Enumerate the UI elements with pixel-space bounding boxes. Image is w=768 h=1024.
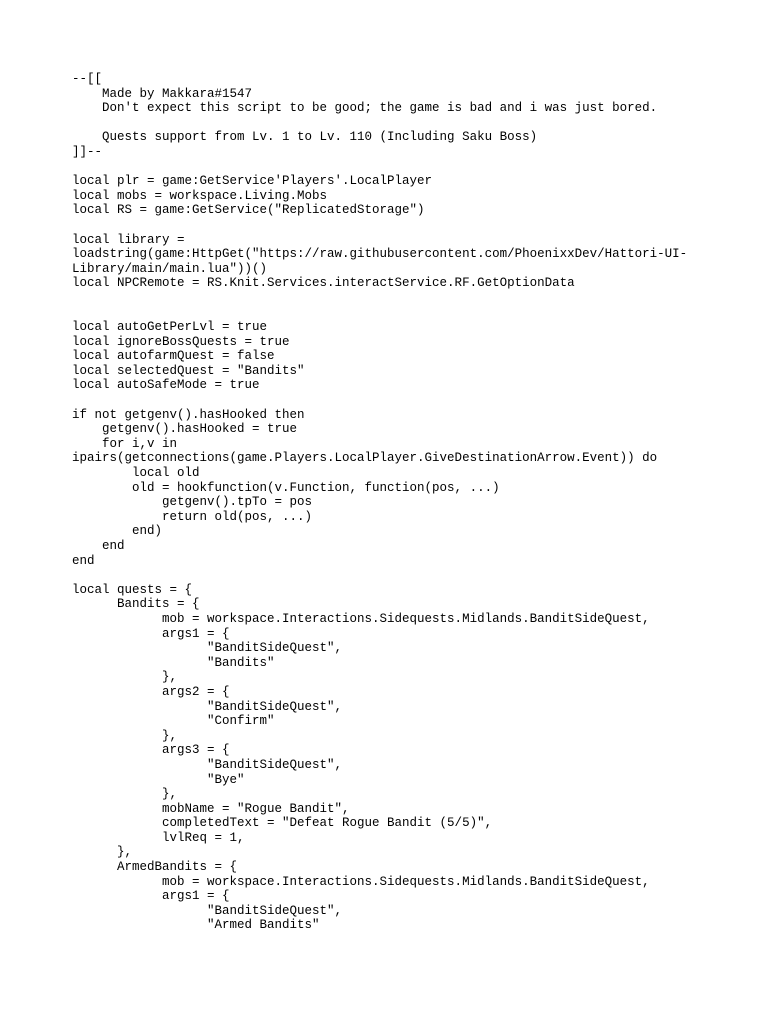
code-line: loadstring(game:HttpGet("https://raw.githubusercontent.com/PhoenixxDev/Hattori-UI- bbox=[72, 247, 688, 262]
code-line: "Confirm" bbox=[72, 714, 275, 729]
code-line: old = hookfunction(v.Function, function(pos, ...) bbox=[72, 480, 500, 495]
code-line: end bbox=[72, 553, 95, 568]
code-line: local library = bbox=[72, 232, 185, 247]
code-line: ipairs(getconnections(game.Players.LocalPlayer.GiveDestinationArrow.Event)) do bbox=[72, 451, 658, 466]
code-line: }, bbox=[72, 728, 178, 743]
code-line: local old bbox=[72, 466, 200, 481]
code-line: args1 = { bbox=[72, 889, 230, 904]
code-line: mobName = "Rogue Bandit", bbox=[72, 801, 350, 816]
code-line: return old(pos, ...) bbox=[72, 509, 313, 524]
code-line: "BanditSideQuest", bbox=[72, 699, 343, 714]
code-line: local autoGetPerLvl = true bbox=[72, 320, 268, 335]
code-line: lvlReq = 1, bbox=[72, 830, 245, 845]
code-line: }, bbox=[72, 845, 133, 860]
code-line: completedText = "Defeat Rogue Bandit (5/5)", bbox=[72, 816, 493, 831]
code-line: "Armed Bandits" bbox=[72, 918, 320, 933]
code-line: }, bbox=[72, 670, 178, 685]
blank-line bbox=[72, 291, 712, 306]
code-line: getgenv().hasHooked = true bbox=[72, 422, 298, 437]
blank-line bbox=[72, 218, 712, 233]
code-line: end) bbox=[72, 524, 163, 539]
code-line: args2 = { bbox=[72, 684, 230, 699]
code-line: Library/main/main.lua"))() bbox=[72, 261, 268, 276]
code-line: end bbox=[72, 539, 125, 553]
blank-line bbox=[72, 116, 712, 131]
code-line: --[[ bbox=[72, 72, 103, 86]
code-line: "BanditSideQuest", bbox=[72, 757, 343, 772]
code-line: local NPCRemote = RS.Knit.Services.interactService.RF.GetOptionData bbox=[72, 276, 575, 291]
code-line: "Bye" bbox=[72, 772, 245, 787]
code-line: ]]-- bbox=[72, 144, 103, 159]
blank-line bbox=[72, 306, 712, 321]
code-line: local quests = { bbox=[72, 582, 193, 597]
code-line: Made by Makkara#1547 bbox=[72, 86, 253, 101]
code-line: "Bandits" bbox=[72, 655, 275, 670]
blank-line bbox=[72, 160, 712, 175]
code-line: local RS = game:GetService("ReplicatedStorage") bbox=[72, 203, 425, 218]
code-listing bbox=[72, 72, 712, 933]
code-line: Don't expect this script to be good; the game is bad and i was just bored. bbox=[72, 101, 658, 116]
code-line: if not getgenv().hasHooked then bbox=[72, 407, 305, 422]
blank-line bbox=[72, 393, 712, 408]
code-line: getgenv().tpTo = pos bbox=[72, 495, 313, 510]
code-line: local ignoreBossQuests = true bbox=[72, 334, 290, 349]
code-line: local plr = game:GetService'Players'.LocalPlayer bbox=[72, 174, 433, 189]
code-line: "BanditSideQuest", bbox=[72, 641, 343, 656]
code-line: for i,v in bbox=[72, 436, 178, 451]
code-line: local autoSafeMode = true bbox=[72, 378, 260, 393]
code-line: "BanditSideQuest", bbox=[72, 903, 343, 918]
code-line: mob = workspace.Interactions.Sidequests.Midlands.BanditSideQuest, bbox=[72, 874, 650, 889]
blank-line bbox=[72, 568, 712, 583]
code-line: args1 = { bbox=[72, 626, 230, 641]
code-line: Quests support from Lv. 1 to Lv. 110 (Including Saku Boss) bbox=[72, 130, 538, 145]
code-line: local autofarmQuest = false bbox=[72, 349, 275, 364]
code-line: args3 = { bbox=[72, 743, 230, 758]
code-line: Bandits = { bbox=[72, 597, 200, 612]
code-line: }, bbox=[72, 787, 178, 802]
code-line: mob = workspace.Interactions.Sidequests.Midlands.BanditSideQuest, bbox=[72, 611, 650, 626]
code-line: ArmedBandits = { bbox=[72, 860, 238, 875]
code-line: local selectedQuest = "Bandits" bbox=[72, 363, 305, 378]
code-line: local mobs = workspace.Living.Mobs bbox=[72, 188, 328, 203]
